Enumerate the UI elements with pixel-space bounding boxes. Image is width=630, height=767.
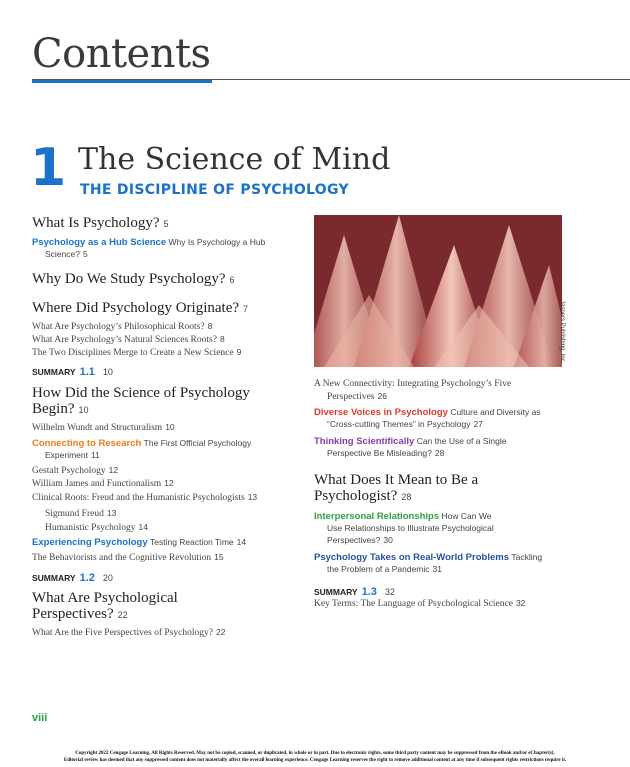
toc-section[interactable] [32,300,248,318]
toc-feature-cont [327,447,444,459]
toc-item[interactable] [32,551,224,564]
toc-item[interactable] [32,320,212,333]
summary-line[interactable] [32,568,113,586]
page-ref: 13 [247,492,258,502]
feature-text: Experiment [45,450,88,460]
chapter-title: The Science of Mind [78,142,391,177]
page-ref: 10 [102,367,113,377]
feature-text: Science? [45,249,80,259]
feature-text: “Cross-cutting Themes” in Psychology [327,419,471,429]
page-ref: 11 [91,450,100,460]
feature-text: Perspective Be Misleading? [327,448,432,458]
toc-section[interactable] [32,401,89,419]
item-text: Humanistic Psychology [45,523,136,533]
item-text: William James and Functionalism [32,479,162,489]
toc-item[interactable] [32,477,174,490]
toc-item[interactable] [32,421,175,434]
item-text: Gestalt Psychology [32,466,106,476]
toc-section[interactable] [32,271,235,289]
toc-subitem[interactable] [45,521,148,534]
toc-feature-cont [327,563,442,575]
item-text: What Are the Five Perspectives of Psychology? [32,628,213,638]
page-ref: 5 [163,219,169,229]
section-title: Begin? [32,401,75,417]
page-ref: 10 [78,405,89,415]
page-ref: 10 [165,422,175,432]
item-text: Clinical Roots: Freud and the Humanistic Psychologists [32,493,245,503]
toc-feature-cont [327,418,483,430]
page-ref: 31 [432,564,442,574]
item-text: What Are Psychology’s Philosophical Roots? [32,322,205,332]
toc-item[interactable] [32,346,241,359]
copyright-line: Copyright 2022 Cengage Learning. All Rights Reserved. May not be copied, scanned, or duplicated, in whole or in part. Due to electronic rights, some third party content may be suppressed from the eBook and/or eChapter(s). [75,751,555,756]
summary-label: SUMMARY [314,587,358,597]
chapter-subtitle: THE DISCIPLINE OF PSYCHOLOGY [80,182,349,198]
title-accent-bar [32,80,212,83]
feature-label: Psychology as a Hub Science [32,237,167,248]
section-title: Why Do We Study Psychology? [32,271,226,287]
page-ref: 5 [82,249,88,259]
item-text: What Are Psychology’s Natural Sciences Roots? [32,335,217,345]
page-ref: 27 [473,419,483,429]
toc-section[interactable] [32,215,169,233]
page-ref: 22 [216,627,226,637]
feature-text: How Can We [441,511,492,521]
feature-text: Culture and Diversity as [450,407,541,417]
feature-text: Why Is Psychology a Hub [168,237,266,247]
page-ref: 7 [243,304,249,314]
toc-feature[interactable] [32,536,246,549]
toc-feature-cont [45,449,100,461]
summary-number: 1.1 [79,366,95,378]
toc-feature-cont [327,534,393,546]
feature-label: Connecting to Research [32,438,142,449]
page-ref: 28 [401,492,412,502]
toc-item[interactable]: A New Connectivity: Integrating Psychology’s Five [314,379,512,389]
page-ref: 13 [106,508,117,518]
summary-number: 1.3 [361,586,377,598]
page-ref: 12 [108,465,119,475]
section-title: Psychologist? [314,488,398,504]
page-ref: 32 [515,598,526,608]
item-text: Key Terms: The Language of Psychological Science [314,599,513,609]
toc-item-cont [327,390,387,403]
page-ref: 9 [236,347,242,357]
feature-label: Interpersonal Relationships [314,511,440,522]
summary-label: SUMMARY [32,573,76,583]
section-title: Perspectives? [32,606,114,622]
page-title: Contents [32,31,211,77]
toc-item[interactable] [32,491,257,504]
toc-section-title[interactable]: What Are Psychological [32,590,178,606]
feature-text: Testing Reaction Time [150,537,234,547]
page-ref: 14 [236,537,247,547]
page-ref: 6 [229,275,235,285]
feature-text: the Problem of a Pandemic [327,564,430,574]
toc-item[interactable] [32,464,118,477]
item-text: Wilhelm Wundt and Structuralism [32,423,163,433]
image-credit: Jaspers Publishing, Inc. [559,300,565,364]
toc-section[interactable] [314,488,411,506]
page-ref: 22 [117,610,128,620]
section-title: Where Did Psychology Originate? [32,300,240,316]
page-ref: 8 [219,334,225,344]
summary-label: SUMMARY [32,367,76,377]
summary-line[interactable] [32,362,113,380]
toc-item[interactable] [314,597,525,610]
page-ref: 12 [164,478,174,488]
chapter-number: 1 [30,138,67,198]
page-ref: 14 [138,522,148,532]
summary-number: 1.2 [79,572,95,584]
item-text: Sigmund Freud [45,509,104,519]
page-ref: 15 [214,552,224,562]
chapter-photo [314,215,562,367]
page-ref: 30 [383,535,393,545]
feature-text: The First Official Psychology [143,438,252,448]
toc-feature-cont [45,248,88,260]
toc-section[interactable] [32,606,128,624]
feature-label: Experiencing Psychology [32,537,148,548]
item-text: The Two Disciplines Merge to Create a New Science [32,348,234,358]
toc-item[interactable] [32,626,225,639]
copyright-line: Editorial review has deemed that any suppressed content does not materially affect the overall learning experience. Cengage Learning reserves the right to remove additional content at any time if subsequent rights restrictions require it. [63,758,567,763]
page-ref: 20 [102,573,113,583]
item-text: Perspectives [327,392,375,402]
feature-text: Tackling [511,552,543,562]
page-ref: 26 [377,391,387,401]
toc-section-title[interactable]: What Does It Mean to Be a [314,472,479,488]
feature-text: Can the Use of a Single [416,436,507,446]
toc-feature-cont: Use Relationships to Illustrate Psychological [327,523,494,533]
toc-subitem[interactable] [45,507,116,520]
page-ref: 8 [207,321,213,331]
toc-section-title[interactable]: How Did the Science of Psychology [32,385,250,401]
feature-text: Perspectives? [327,535,381,545]
toc-item[interactable] [32,333,225,346]
feature-label: Thinking Scientifically [314,436,415,447]
feature-label: Psychology Takes on Real-World Problems [314,552,509,563]
section-title: What Is Psychology? [32,215,160,231]
item-text: The Behaviorists and the Cognitive Revolution [32,553,212,563]
page-ref: 28 [434,448,445,458]
page-number: viii [32,712,48,724]
page-ref: 32 [384,587,395,597]
feature-label: Diverse Voices in Psychology [314,407,448,418]
